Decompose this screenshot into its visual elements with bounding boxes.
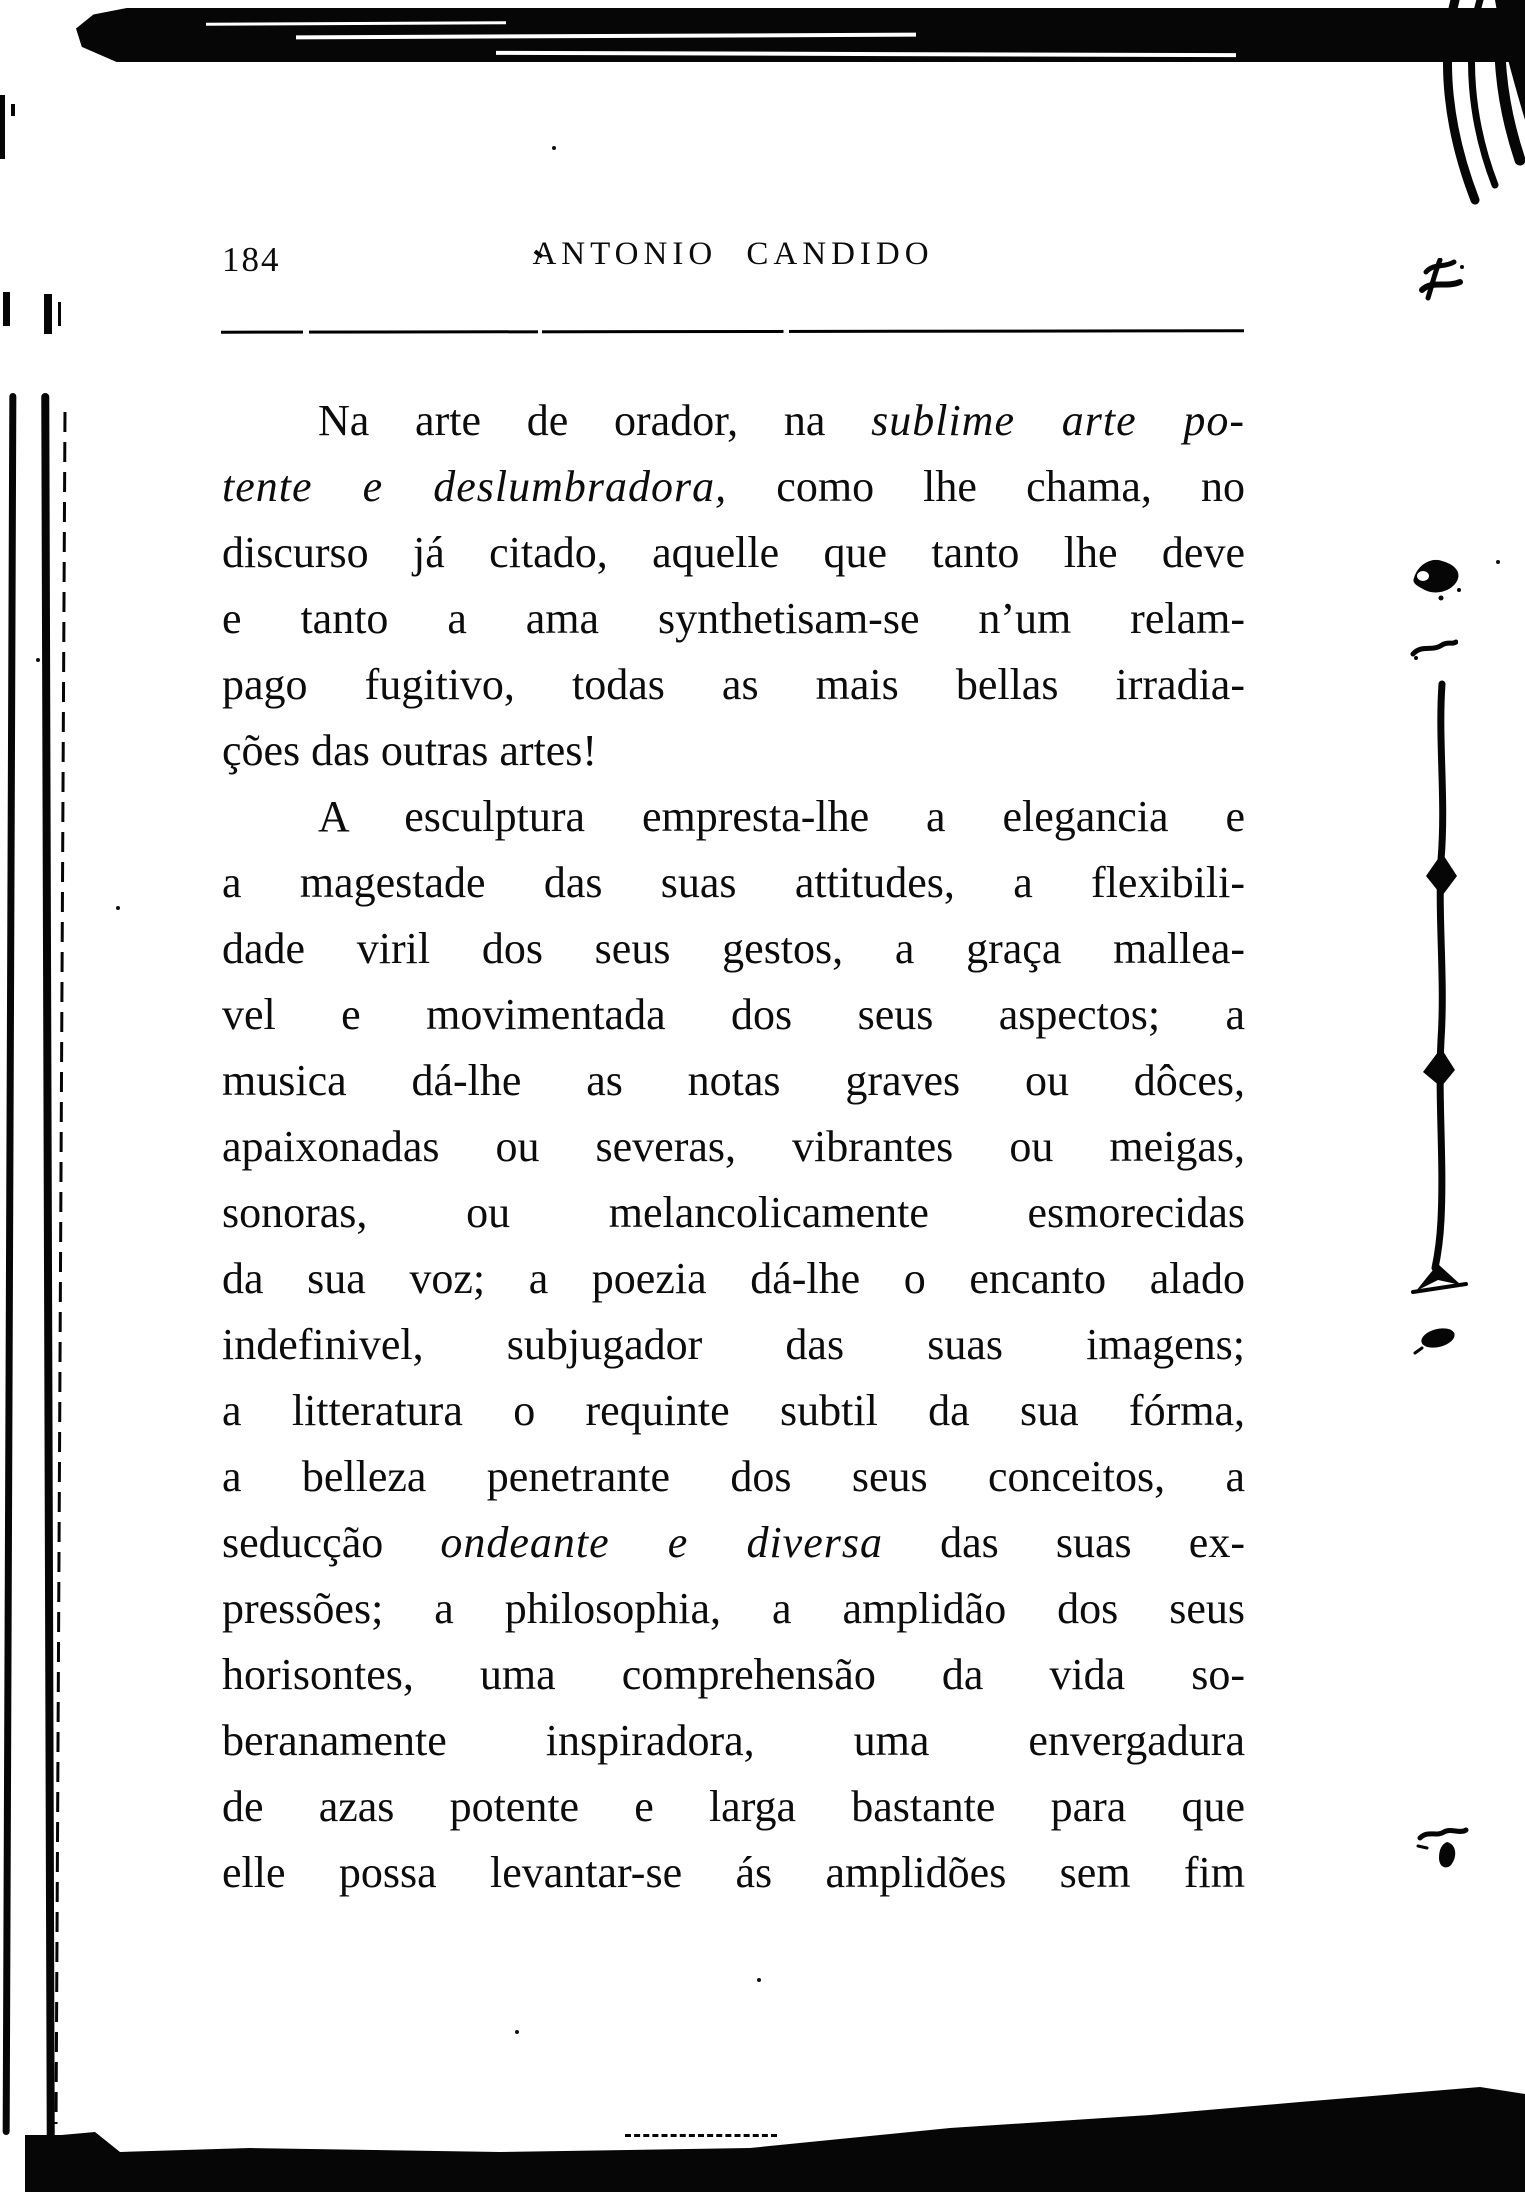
text-segment: discurso já citado, aquelle que tanto lhe deve: [222, 528, 1245, 577]
text-segment: musica dá-lhe as notas graves ou dôces,: [222, 1056, 1245, 1105]
scan-artifact-tick: [3, 292, 10, 326]
text-line: [222, 1312, 1245, 1378]
scan-artifact-dashed-line: [625, 2134, 777, 2137]
text-segment: ções das outras artes!: [222, 726, 598, 775]
margin-ink-squiggle-icon: [1416, 1820, 1470, 1874]
body-text-block: [222, 388, 1245, 1906]
text-line: [222, 1378, 1245, 1444]
text-segment: dade viril dos seus gestos, a graça mallea-: [222, 924, 1245, 973]
text-line: [222, 1576, 1245, 1642]
margin-ink-squiggle-icon: [1418, 258, 1466, 302]
page-number: 184: [222, 240, 281, 279]
scan-artifact-speck: [1496, 560, 1500, 564]
text-line: [222, 520, 1245, 586]
text-segment: beranamente inspiradora, uma envergadura: [222, 1716, 1245, 1765]
scan-artifact-tick: [11, 104, 15, 116]
text-segment: indefinivel, subjugador das suas imagens;: [222, 1320, 1245, 1369]
text-line: [222, 652, 1245, 718]
text-line: [222, 784, 1245, 850]
band-white-streak: [206, 21, 506, 26]
text-line: [222, 1114, 1245, 1180]
scan-artifact-corner-smudge: [1400, 0, 1525, 215]
text-line: [222, 916, 1245, 982]
scan-artifact-speck: [757, 1978, 761, 1982]
text-line: [222, 454, 1245, 520]
text-segment: das suas ex-: [882, 1518, 1245, 1567]
band-white-streak: [296, 33, 916, 40]
scan-artifact-tick: [44, 294, 52, 334]
text-segment: a belleza penetrante dos seus conceitos, a: [222, 1452, 1245, 1501]
text-line: [222, 1180, 1245, 1246]
text-segment: vel e movimentada dos seus aspectos; a: [222, 990, 1245, 1039]
text-line: [222, 1774, 1245, 1840]
header-rule: [221, 329, 1244, 333]
scan-artifact-binding-line: [41, 393, 54, 2141]
scan-artifact-speck: [36, 658, 40, 662]
text-line: [222, 388, 1245, 454]
text-segment: e tanto a ama synthetisam-se n’um relam-: [222, 594, 1245, 643]
text-segment: da sua voz; a poezia dá-lhe o encanto alado: [222, 1254, 1245, 1303]
text-segment: a magestade das suas attitudes, a flexibili-: [222, 858, 1245, 907]
italic-text-segment: ondeante e diversa: [440, 1518, 883, 1567]
text-segment: apaixonadas ou severas, vibrantes ou meigas,: [222, 1122, 1245, 1171]
band-white-streak: [496, 51, 1236, 57]
scan-artifact-tick: [0, 95, 5, 159]
text-line: [222, 1246, 1245, 1312]
text-segment: A esculptura empresta-lhe a elegancia e: [318, 792, 1245, 841]
margin-ink-splat-icon: [1410, 552, 1464, 602]
text-line: [222, 1642, 1245, 1708]
running-header-title: ANTONIO CANDIDO: [532, 236, 934, 272]
margin-ink-line-with-arrows-icon: [1408, 680, 1472, 1380]
italic-text-segment: sublime arte po-: [871, 396, 1246, 445]
scan-artifact-bottom-band: [0, 2082, 1525, 2192]
scan-artifact-binding-line: [3, 393, 17, 2135]
text-line: [222, 586, 1245, 652]
italic-text-segment: tente e deslumbradora,: [222, 462, 728, 511]
text-segment: de azas potente e larga bastante para que: [222, 1782, 1245, 1831]
text-segment: pressões; a philosophia, a amplidão dos seus: [222, 1584, 1245, 1633]
text-segment: horisontes, uma comprehensão da vida so-: [222, 1650, 1245, 1699]
text-segment: Na arte de orador, na: [318, 396, 872, 445]
text-line: [222, 1444, 1245, 1510]
scan-artifact-tick: [58, 302, 61, 326]
text-segment: elle possa levantar-se ás amplidões sem fim: [222, 1848, 1245, 1897]
text-segment: a litteratura o requinte subtil da sua fórma,: [222, 1386, 1245, 1435]
scan-artifact-top-band: [76, 8, 1525, 62]
scan-artifact-speck: [116, 906, 120, 910]
margin-ink-squiggle-icon: [1410, 636, 1458, 662]
text-line: [222, 1708, 1245, 1774]
text-segment: seducção: [222, 1518, 441, 1567]
text-line: [222, 718, 1245, 784]
text-line: [222, 850, 1245, 916]
text-segment: sonoras, ou melancolicamente esmorecidas: [222, 1188, 1245, 1237]
text-segment: como lhe chama, no: [727, 462, 1245, 511]
scan-artifact-speck: [552, 146, 556, 150]
text-line: [222, 982, 1245, 1048]
text-line: [222, 1048, 1245, 1114]
text-line: [222, 1510, 1245, 1576]
scan-artifact-binding-line-dashed: [55, 412, 67, 2124]
text-line: [222, 1840, 1245, 1906]
scan-artifact-speck: [515, 2030, 519, 2034]
text-segment: pago fugitivo, todas as mais bellas irradia-: [222, 660, 1245, 709]
